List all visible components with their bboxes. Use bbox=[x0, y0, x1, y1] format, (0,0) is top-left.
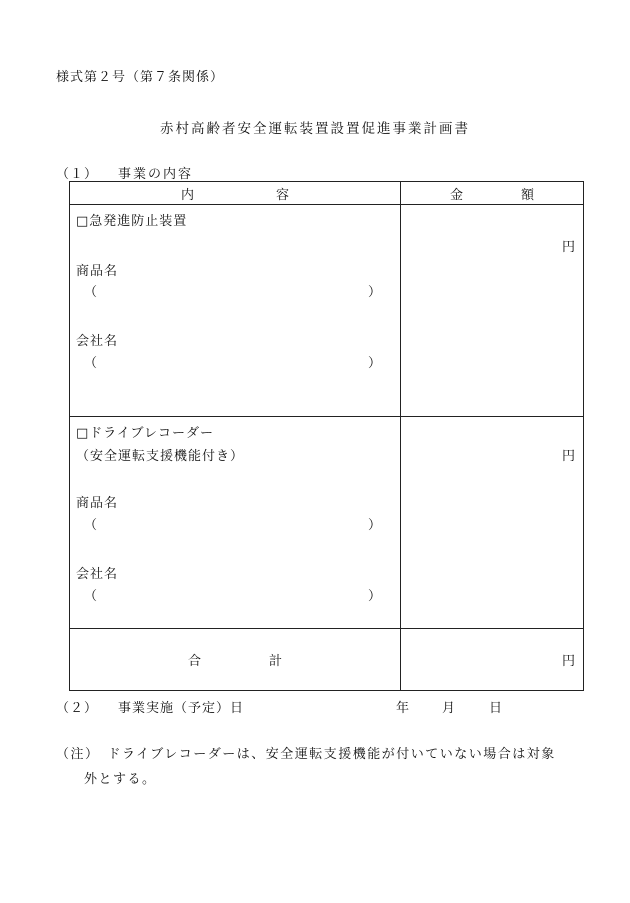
item2-subtitle: （安全運転支援機能付き） bbox=[76, 449, 245, 464]
section2-number: （２） bbox=[56, 701, 99, 716]
item2-product-paren-open: （ bbox=[84, 518, 98, 533]
header-amount bbox=[401, 182, 584, 205]
table-row bbox=[70, 205, 584, 417]
item2-company-name-label: 会社名 bbox=[76, 567, 119, 582]
date-day-label: 日 bbox=[489, 701, 503, 716]
note-line1: （注） ドライブレコーダーは、安全運転支援機能が付いていない場合は対象 bbox=[56, 747, 556, 762]
section1-number: （１） bbox=[56, 167, 99, 182]
item2-content-cell bbox=[70, 417, 401, 629]
item1-checkbox-label[interactable]: □急発進防止装置 bbox=[76, 214, 188, 229]
total-label-char1: 合 bbox=[187, 654, 201, 669]
item2-amount-cell[interactable] bbox=[401, 417, 584, 629]
plan-table bbox=[69, 181, 584, 691]
total-label-char2: 計 bbox=[269, 654, 283, 669]
date-month-label: 月 bbox=[442, 701, 456, 716]
item2-company-paren-close: ） bbox=[368, 589, 382, 604]
table-header-row bbox=[70, 182, 584, 205]
header-content-char2: 容 bbox=[276, 187, 290, 203]
item1-product-name-label: 商品名 bbox=[76, 264, 119, 279]
item1-company-paren-close: ） bbox=[368, 356, 382, 371]
item2-checkbox-label[interactable]: □ドライブレコーダー bbox=[76, 426, 214, 441]
date-year-label: 年 bbox=[396, 701, 410, 716]
item2-product-name-label: 商品名 bbox=[76, 496, 119, 511]
item1-product-paren-open: （ bbox=[84, 285, 98, 300]
page-title: 赤村高齢者安全運転装置設置促進事業計画書 bbox=[160, 121, 470, 137]
item2-product-paren-close: ） bbox=[368, 518, 382, 533]
header-content-char1: 内 bbox=[180, 187, 194, 203]
section1-heading bbox=[56, 163, 193, 182]
section2-heading bbox=[56, 697, 244, 716]
item2-company-paren-open: （ bbox=[84, 589, 98, 604]
item1-company-paren-open: （ bbox=[84, 356, 98, 371]
item1-content-cell bbox=[70, 205, 401, 417]
section1-label: 事業の内容 bbox=[118, 167, 194, 182]
table-total-row bbox=[70, 629, 584, 691]
form-number: 様式第２号（第７条関係） bbox=[56, 70, 225, 85]
header-amount-char1: 金 bbox=[449, 187, 463, 203]
section2-label: 事業実施（予定）日 bbox=[118, 701, 245, 716]
total-amount-cell[interactable] bbox=[401, 629, 584, 691]
item1-yen: 円 bbox=[561, 240, 575, 255]
item1-company-name-label: 会社名 bbox=[76, 334, 119, 349]
total-yen: 円 bbox=[561, 654, 575, 669]
item2-yen: 円 bbox=[561, 449, 575, 464]
total-label-cell bbox=[70, 629, 401, 691]
header-content bbox=[70, 182, 401, 205]
note-line2: 外とする。 bbox=[84, 772, 157, 787]
item1-product-paren-close: ） bbox=[368, 285, 382, 300]
header-amount-char2: 額 bbox=[521, 187, 535, 203]
item1-amount-cell[interactable] bbox=[401, 205, 584, 417]
table-row bbox=[70, 417, 584, 629]
